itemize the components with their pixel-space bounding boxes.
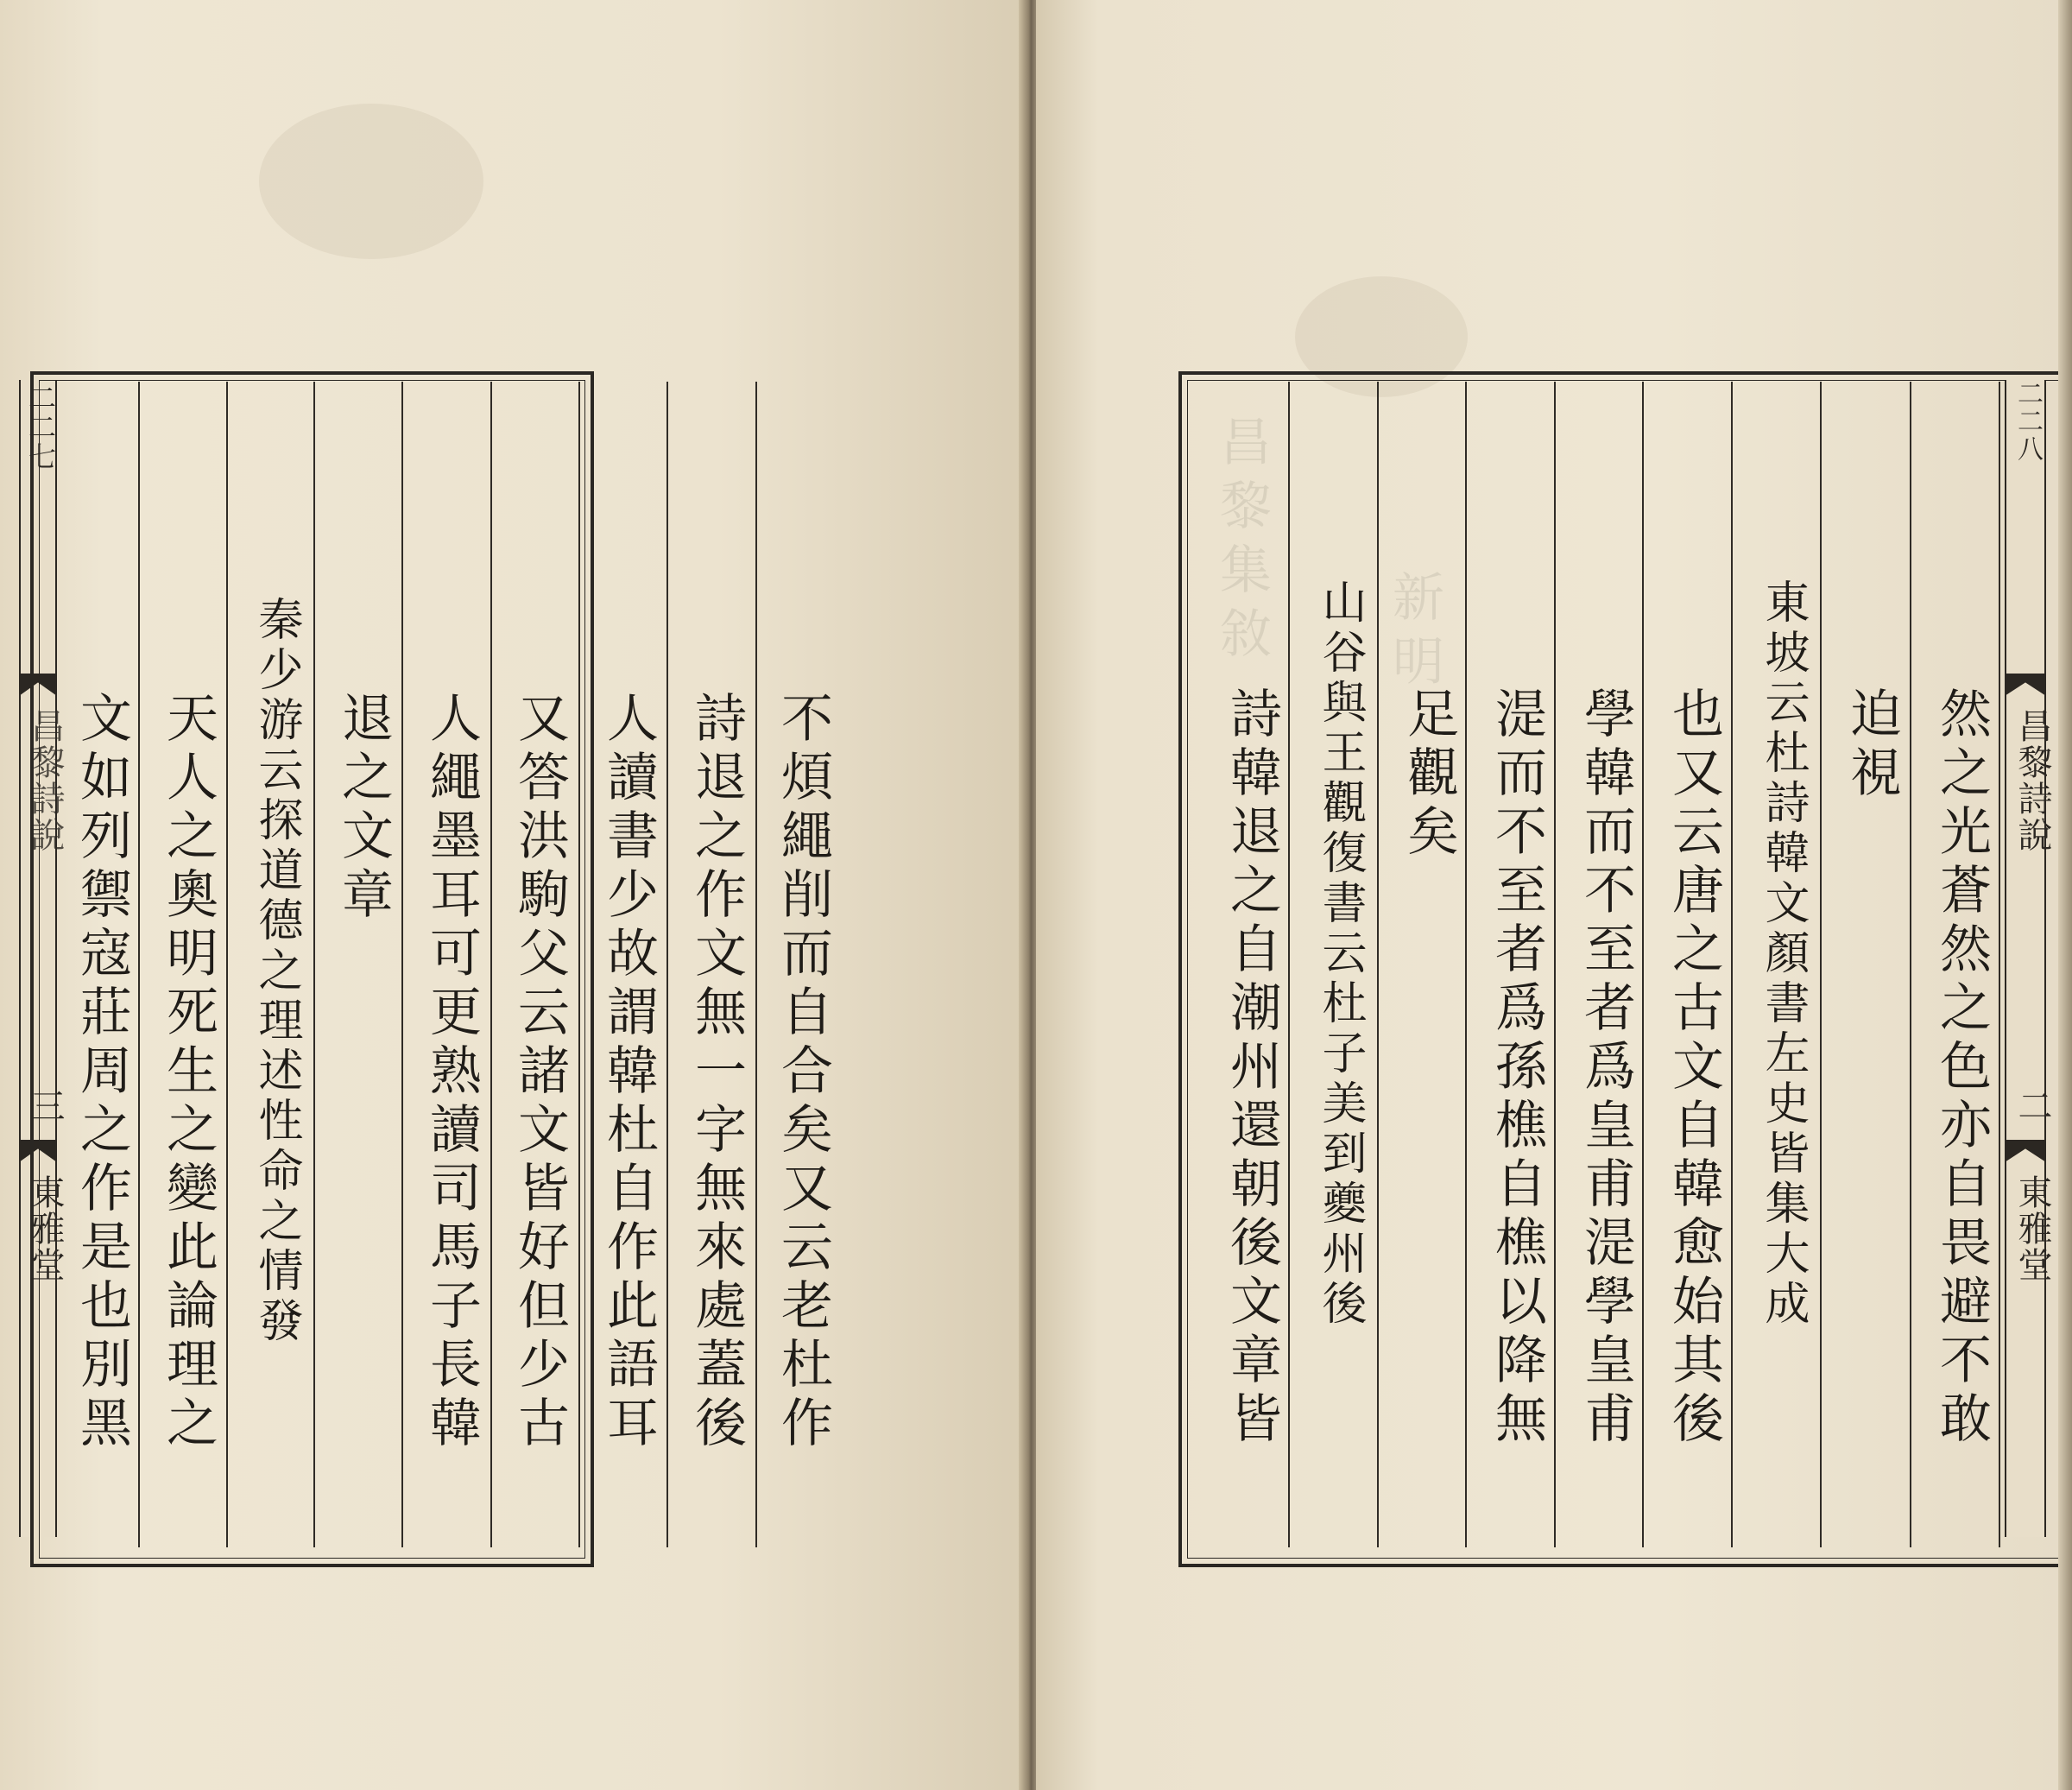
right-fold-number: 二: [2012, 1088, 2052, 1124]
text-column: 文如列禦寇莊周之作是也別黑: [72, 691, 132, 1454]
column-rule: [1377, 382, 1379, 1547]
column-rule: [1642, 382, 1644, 1547]
text-column: 然之光蒼然之色亦自畏避不敢: [1931, 686, 1992, 1450]
left-fold-number: 三: [25, 1088, 65, 1124]
right-fold-strip: [2005, 380, 2052, 1537]
text-column: 退之文章: [333, 691, 394, 926]
left-page: [0, 0, 1025, 1790]
column-rule: [1288, 382, 1290, 1547]
text-column: 山谷與王觀復書云杜子美到夔州後: [1314, 579, 1366, 1330]
fish-tail-ornament: [2005, 674, 2046, 696]
column-rule: [138, 382, 140, 1547]
text-column: 也又云唐之古文自韓愈始其後: [1664, 686, 1724, 1450]
right-fold-title: 昌黎詩說: [2012, 708, 2052, 853]
text-column: 學韓而不至者爲皇甫湜學皇甫: [1576, 686, 1636, 1450]
fish-tail-ornament: [2005, 1140, 2046, 1162]
text-column: 又答洪駒父云諸文皆好但少古: [509, 691, 570, 1454]
text-column: 天人之奧明死生之變此論理之: [158, 691, 218, 1454]
right-page: [1036, 0, 2072, 1790]
column-rule: [1465, 382, 1467, 1547]
column-rule: [490, 382, 492, 1547]
text-column: 人讀書少故謂韓杜自作此語耳: [598, 691, 659, 1454]
text-column: 不煩繩削而自合矣又云老杜作: [773, 691, 833, 1454]
show-through-text: 昌黎集敘: [1211, 414, 1272, 670]
text-column: 東坡云杜詩韓文顏書左史皆集大成: [1757, 579, 1809, 1330]
text-column: 秦少游云探道德之理述性命之情發: [250, 596, 302, 1347]
show-through-text: 新明: [1384, 570, 1444, 698]
text-column: 詩韓退之自潮州還朝後文章皆: [1222, 686, 1282, 1450]
column-rule: [1999, 382, 2000, 1547]
column-rule: [313, 382, 315, 1547]
page-edge: [2058, 0, 2072, 1790]
column-rule: [401, 382, 403, 1547]
column-rule: [578, 382, 580, 1547]
column-rule: [755, 382, 757, 1547]
column-rule: [1554, 382, 1556, 1547]
text-column: 詩退之作文無一字無來處蓋後: [686, 691, 747, 1454]
text-column: 湜而不至者爲孫樵自樵以降無: [1487, 686, 1547, 1450]
text-column: 足觀矣: [1399, 686, 1459, 863]
left-fold-publisher: 東雅堂: [25, 1174, 65, 1283]
paper-stain: [259, 104, 483, 259]
left-margin-page-number: 二二七: [24, 383, 57, 471]
text-column: 人繩墨耳可更熟讀司馬子長韓: [421, 691, 482, 1454]
right-fold-publisher: 東雅堂: [2012, 1174, 2052, 1283]
column-rule: [1731, 382, 1733, 1547]
right-margin-page-number: 二二八: [2012, 380, 2043, 463]
column-rule: [666, 382, 668, 1547]
column-rule: [1820, 382, 1822, 1547]
column-rule: [1910, 382, 1911, 1547]
left-fold-title: 昌黎詩說: [25, 708, 65, 853]
column-rule: [226, 382, 228, 1547]
text-column: 迫視: [1841, 686, 1902, 804]
